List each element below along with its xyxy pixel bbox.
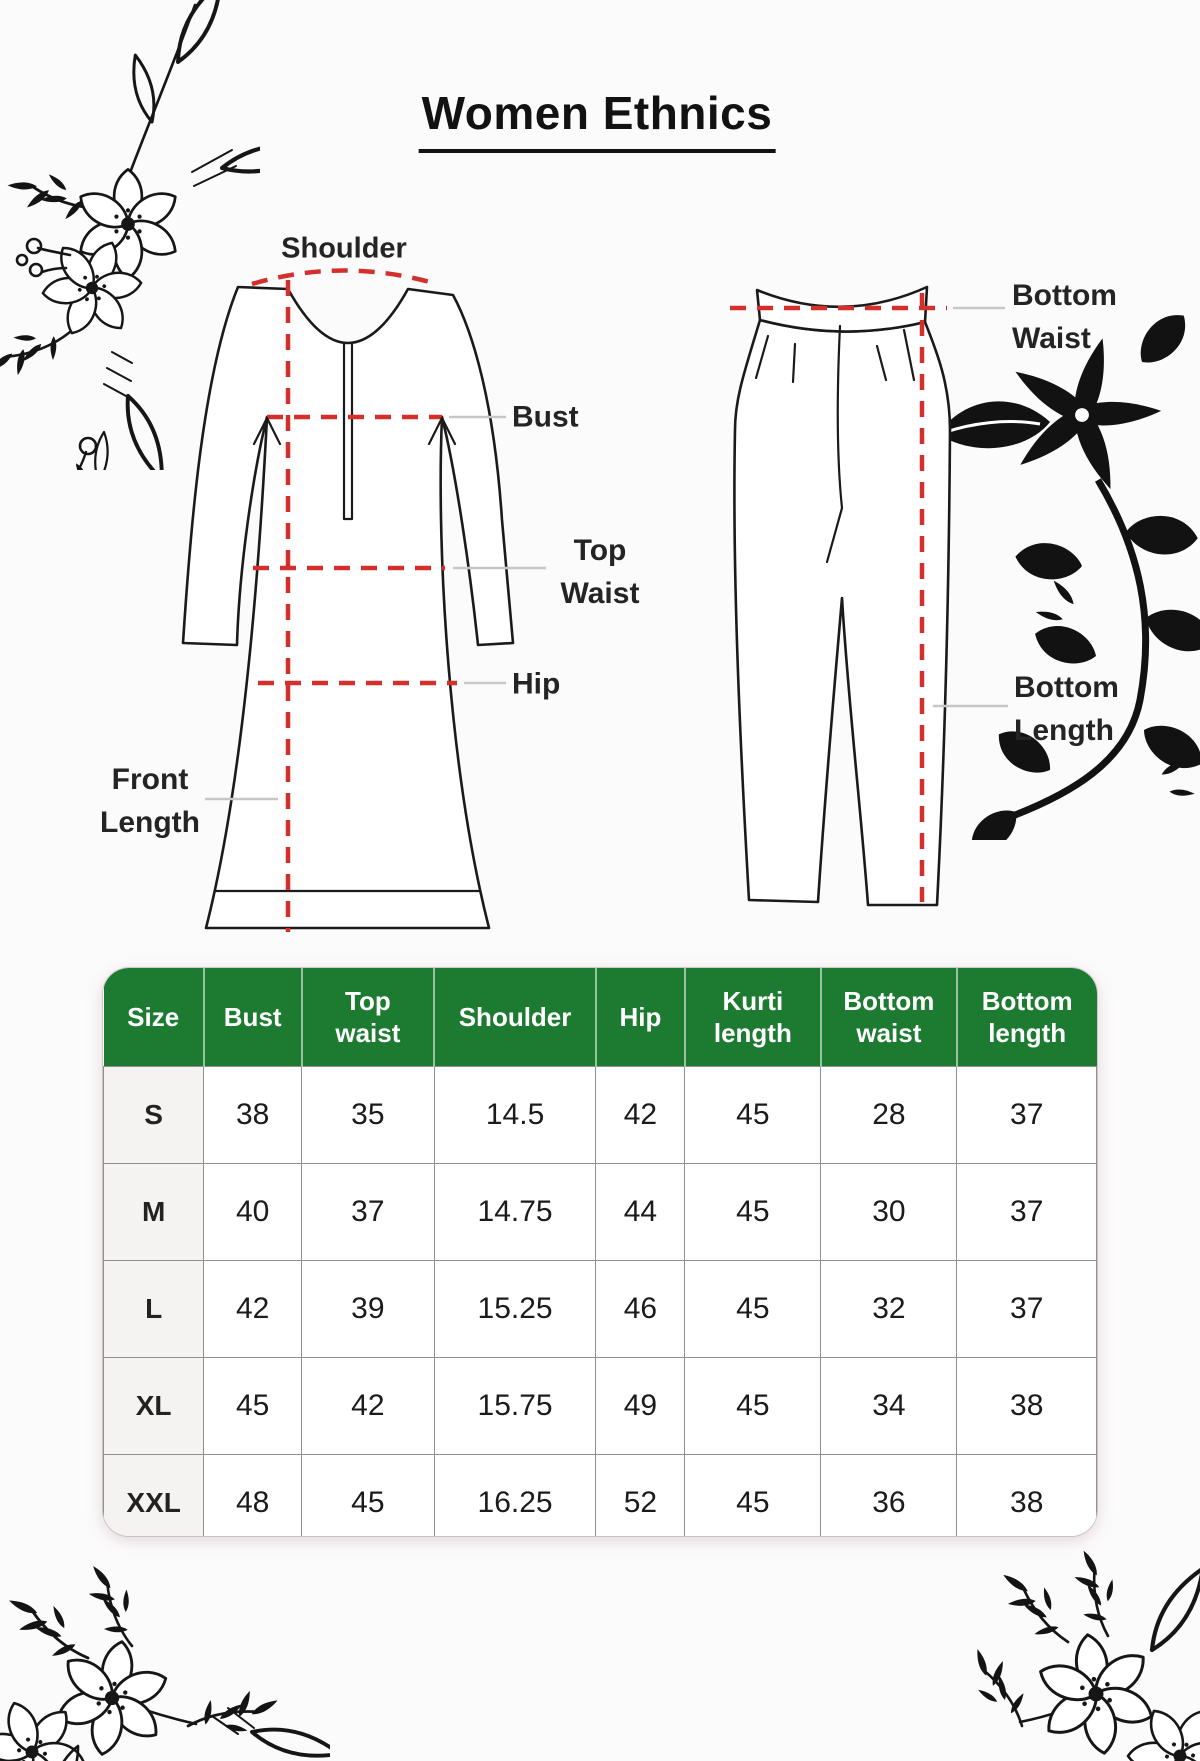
floral-decoration-bottom-left <box>0 1520 330 1761</box>
table-cell: 42 <box>204 1261 302 1358</box>
column-header-shoulder: Shoulder <box>434 968 596 1067</box>
table-cell: 45 <box>685 1261 821 1358</box>
size-chart-table <box>103 968 1097 1536</box>
floral-decoration-bottom-right <box>870 1520 1200 1761</box>
table-cell: 37 <box>302 1164 435 1261</box>
column-header-bust: Bust <box>204 968 302 1067</box>
bottom-waist-label-line1: Bottom <box>1012 279 1117 312</box>
front-length-label-line1: Front <box>111 763 189 796</box>
table-cell: 38 <box>204 1067 302 1164</box>
column-header-bottom-length: Bottom length <box>957 968 1097 1067</box>
column-header-bottom-waist: Bottom waist <box>821 968 957 1067</box>
table-cell: 16.25 <box>434 1455 596 1537</box>
table-cell: 42 <box>302 1358 435 1455</box>
table-cell: 37 <box>957 1164 1097 1261</box>
table-cell: 15.75 <box>434 1358 596 1455</box>
top-waist-label <box>561 529 640 615</box>
pants-diagram <box>715 280 1015 920</box>
front-length-label-line2: Length <box>100 806 200 839</box>
column-header-kurti-length: Kurti length <box>685 968 821 1067</box>
front-length-label <box>100 758 200 844</box>
table-cell: 14.75 <box>434 1164 596 1261</box>
table-cell: 49 <box>596 1358 685 1455</box>
page-title: Women Ethnics <box>419 86 776 153</box>
size-cell: XXL <box>104 1455 204 1537</box>
table-cell: 45 <box>685 1455 821 1537</box>
kurti-diagram <box>150 235 550 935</box>
table-cell: 52 <box>596 1455 685 1537</box>
size-cell: XL <box>104 1358 204 1455</box>
table-cell: 28 <box>821 1067 957 1164</box>
table-cell: 36 <box>821 1455 957 1537</box>
table-cell: 34 <box>821 1358 957 1455</box>
bottom-waist-label-line2: Waist <box>1012 322 1091 355</box>
table-cell: 45 <box>204 1358 302 1455</box>
table-cell: 45 <box>685 1067 821 1164</box>
column-header-size: Size <box>104 968 204 1067</box>
bottom-length-label-line2: Length <box>1014 714 1114 747</box>
table-cell: 48 <box>204 1455 302 1537</box>
table-cell: 38 <box>957 1455 1097 1537</box>
size-cell: S <box>104 1067 204 1164</box>
bust-label: Bust <box>512 400 579 434</box>
table-cell: 37 <box>957 1067 1097 1164</box>
top-waist-label-line2: Waist <box>560 577 640 610</box>
hip-label: Hip <box>512 667 561 701</box>
table-cell: 42 <box>596 1067 685 1164</box>
size-cell: L <box>104 1261 204 1358</box>
table-cell: 35 <box>302 1067 435 1164</box>
table-cell: 15.25 <box>434 1261 596 1358</box>
table-row-m <box>104 1164 1097 1261</box>
bottom-waist-label <box>1012 274 1117 360</box>
top-waist-label-line1: Top <box>573 534 627 567</box>
table-row-l <box>104 1261 1097 1358</box>
table-cell: 37 <box>957 1261 1097 1358</box>
size-table <box>103 968 1097 1536</box>
table-cell: 39 <box>302 1261 435 1358</box>
table-cell: 40 <box>204 1164 302 1261</box>
table-cell: 14.5 <box>434 1067 596 1164</box>
bottom-length-label <box>1014 666 1119 752</box>
table-cell: 30 <box>821 1164 957 1261</box>
column-header-hip: Hip <box>596 968 685 1067</box>
column-header-top-waist: Top waist <box>302 968 435 1067</box>
table-cell: 45 <box>685 1164 821 1261</box>
shoulder-label: Shoulder <box>281 232 407 265</box>
table-header-row <box>104 968 1097 1067</box>
table-cell: 45 <box>685 1358 821 1455</box>
table-cell: 38 <box>957 1358 1097 1455</box>
size-cell: M <box>104 1164 204 1261</box>
table-row-xl <box>104 1358 1097 1455</box>
table-cell: 44 <box>596 1164 685 1261</box>
table-row-s <box>104 1067 1097 1164</box>
table-row-xxl <box>104 1455 1097 1537</box>
table-cell: 46 <box>596 1261 685 1358</box>
table-cell: 45 <box>302 1455 435 1537</box>
bottom-length-label-line1: Bottom <box>1014 671 1119 704</box>
table-cell: 32 <box>821 1261 957 1358</box>
